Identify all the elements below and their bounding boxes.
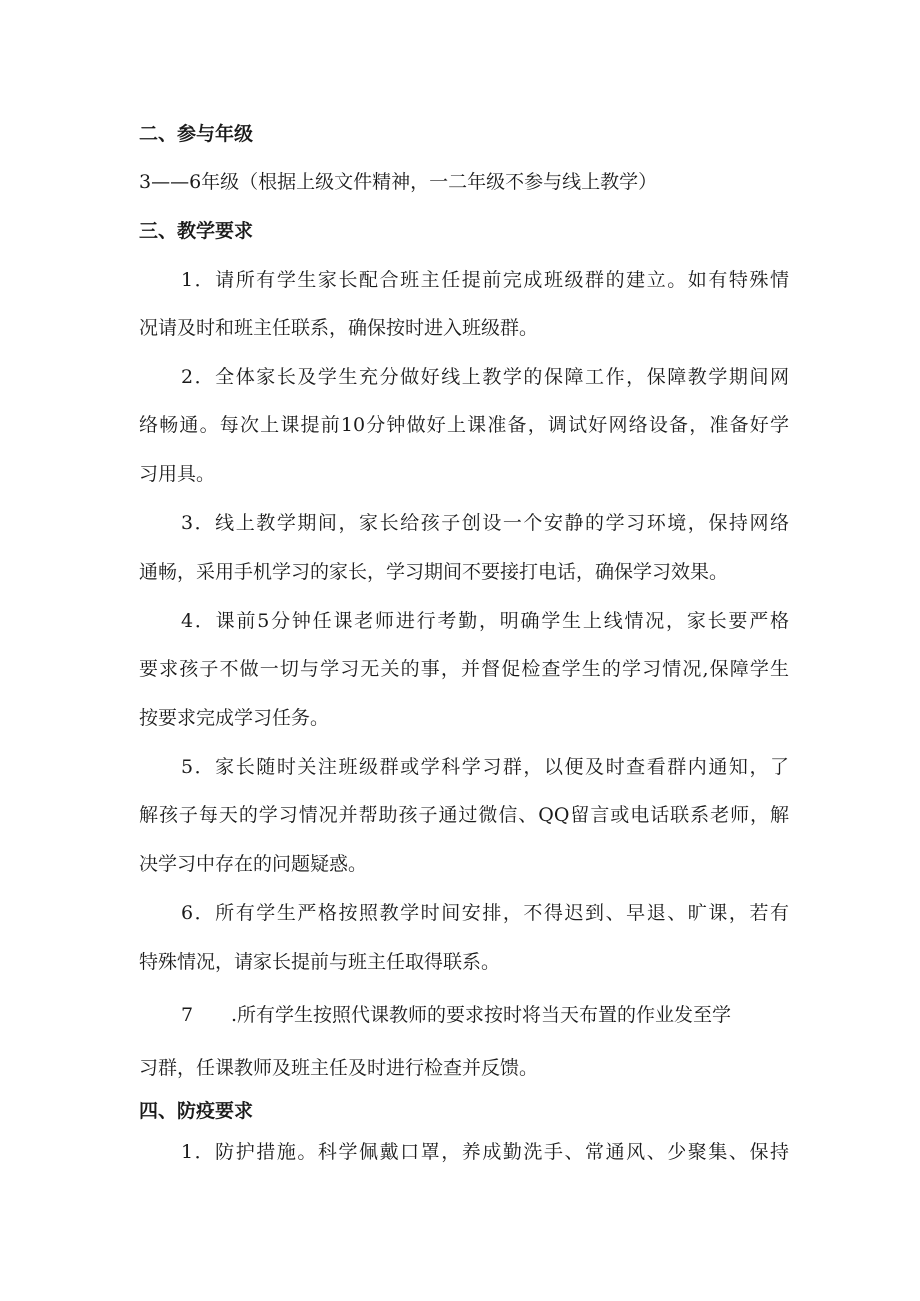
grades-text: 3——6年级（根据上级文件精神，一二年级不参与线上教学） — [139, 171, 658, 193]
teaching-item-5-line-3: 决学习中存在的问题疑惑。 — [139, 853, 368, 875]
teaching-item-6-line-2: 特殊情况，请家长提前与班主任取得联系。 — [139, 951, 501, 973]
epidemic-item-1-line-1: 1．防护措施。科学佩戴口罩，养成勤洗手、常通风、少聚集、保持 — [181, 1141, 789, 1163]
teaching-item-2-line-3: 习用具。 — [139, 463, 216, 485]
teaching-item-6-line-1: 6．所有学生严格按照教学时间安排，不得迟到、早退、旷课，若有 — [181, 902, 789, 924]
teaching-item-4-line-3: 按要求完成学习任务。 — [139, 707, 330, 729]
teaching-item-4-line-2: 要求孩子不做一切与学习无关的事，并督促检查学生的学习情况,保障学生 — [139, 658, 789, 680]
teaching-item-1-line-1: 1．请所有学生家长配合班主任提前完成班级群的建立。如有特殊情 — [181, 269, 789, 291]
teaching-item-7-line-1: .所有学生按照代课教师的要求按时将当天布置的作业发至学 — [231, 1004, 732, 1026]
section-heading-teaching: 三、教学要求 — [139, 220, 254, 242]
section-heading-grades: 二、参与年级 — [139, 123, 254, 145]
teaching-item-7-number: 7 — [181, 1004, 194, 1026]
teaching-item-3-line-1: 3．线上教学期间，家长给孩子创设一个安静的学习环境，保持网络 — [181, 512, 789, 534]
teaching-item-2-line-1: 2．全体家长及学生充分做好线上教学的保障工作，保障教学期间网 — [181, 366, 789, 388]
teaching-item-4-line-1: 4．课前5分钟任课老师进行考勤，明确学生上线情况，家长要严格 — [181, 610, 789, 632]
teaching-item-1-line-2: 况请及时和班主任联系，确保按时进入班级群。 — [139, 317, 539, 339]
section-heading-epidemic: 四、防疫要求 — [139, 1100, 254, 1122]
teaching-item-5-line-2: 解孩子每天的学习情况并帮助孩子通过微信、QQ留言或电话联系老师，解 — [139, 804, 789, 826]
teaching-item-3-line-2: 通畅，采用手机学习的家长，学习期间不要接打电话，确保学习效果。 — [139, 561, 729, 583]
teaching-item-5-line-1: 5．家长随时关注班级群或学科学习群，以便及时查看群内通知，了 — [181, 756, 789, 778]
teaching-item-7-line-2: 习群，任课教师及班主任及时进行检查并反馈。 — [139, 1057, 539, 1079]
teaching-item-2-line-2: 络畅通。每次上课提前10分钟做好上课准备，调试好网络设备，准备好学 — [139, 414, 789, 436]
